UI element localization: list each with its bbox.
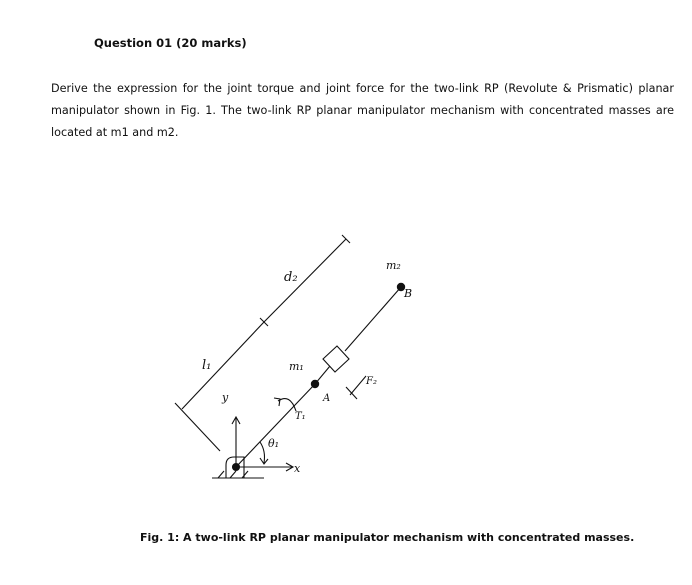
theta1-label: θ₁ bbox=[268, 437, 280, 450]
a-label: A bbox=[323, 393, 331, 404]
y-axis-label: y bbox=[222, 391, 229, 404]
d2-label: d₂ bbox=[284, 270, 298, 285]
d2-dimension bbox=[264, 239, 346, 322]
b-label: B bbox=[404, 287, 413, 300]
m2-label: m₂ bbox=[386, 259, 401, 272]
manipulator-diagram bbox=[160, 225, 440, 490]
question-heading: Question 01 (20 marks) bbox=[94, 36, 247, 50]
question-body: Derive the expression for the joint torque and joint force for the two-link RP (Revolute & Prismatic) planar manipulator shown in Fig. 1. The two-link RP planar manipulator mechanism with concentrated masses are located at m1 and m2. bbox=[51, 82, 674, 139]
x-axis-label: x bbox=[294, 462, 301, 475]
prismatic-slider bbox=[323, 346, 349, 372]
f2-label: F₂ bbox=[366, 376, 377, 387]
l1-end-tick bbox=[175, 403, 220, 451]
l1-label: l₁ bbox=[202, 358, 212, 373]
f2-arrow-line bbox=[350, 376, 366, 395]
link-2-upper bbox=[345, 287, 401, 351]
mass-point-a bbox=[311, 380, 319, 388]
m1-label: m₁ bbox=[289, 360, 304, 373]
manipulator-figure bbox=[160, 225, 440, 490]
link-1 bbox=[236, 384, 315, 467]
torque-arc bbox=[278, 399, 296, 411]
figure-caption: Fig. 1: A two-link RP planar manipulator mechanism with concentrated masses. bbox=[140, 531, 635, 544]
t1-label: T₁ bbox=[295, 411, 306, 422]
